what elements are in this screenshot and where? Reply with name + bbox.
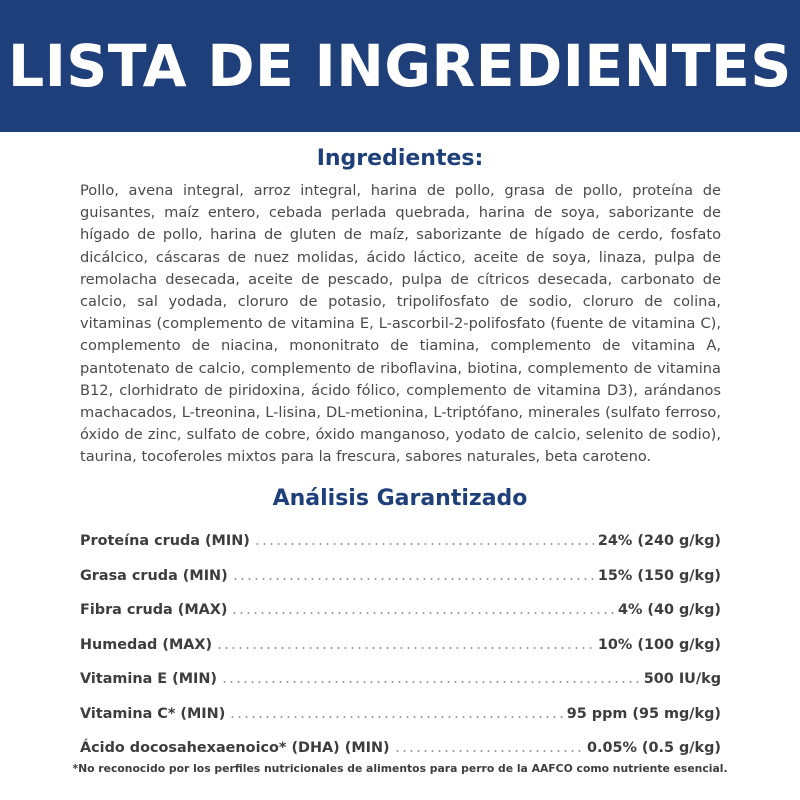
ingredients-heading: Ingredientes: bbox=[316, 146, 484, 171]
dot-leader bbox=[254, 543, 594, 545]
analysis-row-vitamin-e bbox=[80, 662, 721, 697]
analysis-row-dha bbox=[80, 731, 721, 766]
analysis-row-label: Ácido docosahexaenoico* (DHA) (MIN) bbox=[80, 740, 390, 757]
dot-leader bbox=[229, 716, 562, 718]
analysis-row-fat bbox=[80, 559, 721, 594]
analysis-row-value: 24% (240 g/kg) bbox=[597, 533, 721, 550]
dot-leader bbox=[394, 750, 583, 752]
guaranteed-analysis-table bbox=[80, 524, 721, 766]
header-banner bbox=[0, 0, 800, 132]
footnote: *No reconocido por los perfiles nutricionales de alimentos para perro de la AAFCO como nutriente esencial. bbox=[72, 762, 728, 775]
dot-leader bbox=[216, 647, 594, 649]
analysis-row-label: Humedad (MAX) bbox=[80, 636, 213, 653]
ingredients-list: Pollo, avena integral, arroz integral, harina de pollo, grasa de pollo, proteína de guisantes, maíz entero, cebada perlada quebrada, harina de soya, saborizante de hígado de pollo, harina de gluten de maíz, saborizante de hígado de cerdo, fosfato dicálcico, cáscaras de nuez molidas, ácido láctico, aceite de soya, linaza, pulpa de remolacha desecada, aceite de pescado, pulpa de cítricos desecada, carbonato de calcio, sal yodada, cloruro de potasio, tripolifosfato de sodio, cloruro de colina, vitaminas (complemento de vitamina E, L-ascorbil-2-polifosfato (fuente de vitamina C), complemento de niacina, mononitrato de tiamina, complemento de vitamina A, pantotenato de calcio, complemento de riboflavina, biotina, complemento de vitamina B12, clorhidrato de piridoxina, ácido fólico, complemento de vitamina D3), arándanos machacados, L-treonina, L-lisina, DL-metionina, L-triptófano, minerales (sulfato ferroso, óxido de zinc, sulfato de cobre, óxido manganoso, yodato de calcio, selenito de sodio), taurina, tocoferoles mixtos para la frescura, sabores naturales, beta caroteno. bbox=[80, 182, 721, 466]
analysis-row-fiber bbox=[80, 593, 721, 628]
dot-leader bbox=[232, 578, 594, 580]
analysis-row-value: 0.05% (0.5 g/kg) bbox=[586, 740, 721, 757]
analysis-row-value: 95 ppm (95 mg/kg) bbox=[566, 705, 721, 722]
analysis-row-label: Grasa cruda (MIN) bbox=[80, 567, 228, 584]
analysis-row-label: Fibra cruda (MAX) bbox=[80, 602, 228, 619]
analysis-row-moisture bbox=[80, 628, 721, 663]
analysis-row-value: 10% (100 g/kg) bbox=[597, 636, 721, 653]
page-title: LISTA DE INGREDIENTES bbox=[8, 32, 792, 100]
dot-leader bbox=[221, 681, 640, 683]
analysis-row-value: 15% (150 g/kg) bbox=[597, 567, 721, 584]
analysis-row-vitamin-c bbox=[80, 697, 721, 732]
analysis-heading: Análisis Garantizado bbox=[272, 486, 528, 511]
dot-leader bbox=[231, 612, 613, 614]
analysis-row-label: Vitamina C* (MIN) bbox=[80, 705, 226, 722]
analysis-row-label: Proteína cruda (MIN) bbox=[80, 533, 250, 550]
analysis-row-protein bbox=[80, 524, 721, 559]
analysis-row-label: Vitamina E (MIN) bbox=[80, 671, 218, 688]
analysis-row-value: 500 IU/kg bbox=[643, 671, 721, 688]
analysis-row-value: 4% (40 g/kg) bbox=[617, 602, 721, 619]
